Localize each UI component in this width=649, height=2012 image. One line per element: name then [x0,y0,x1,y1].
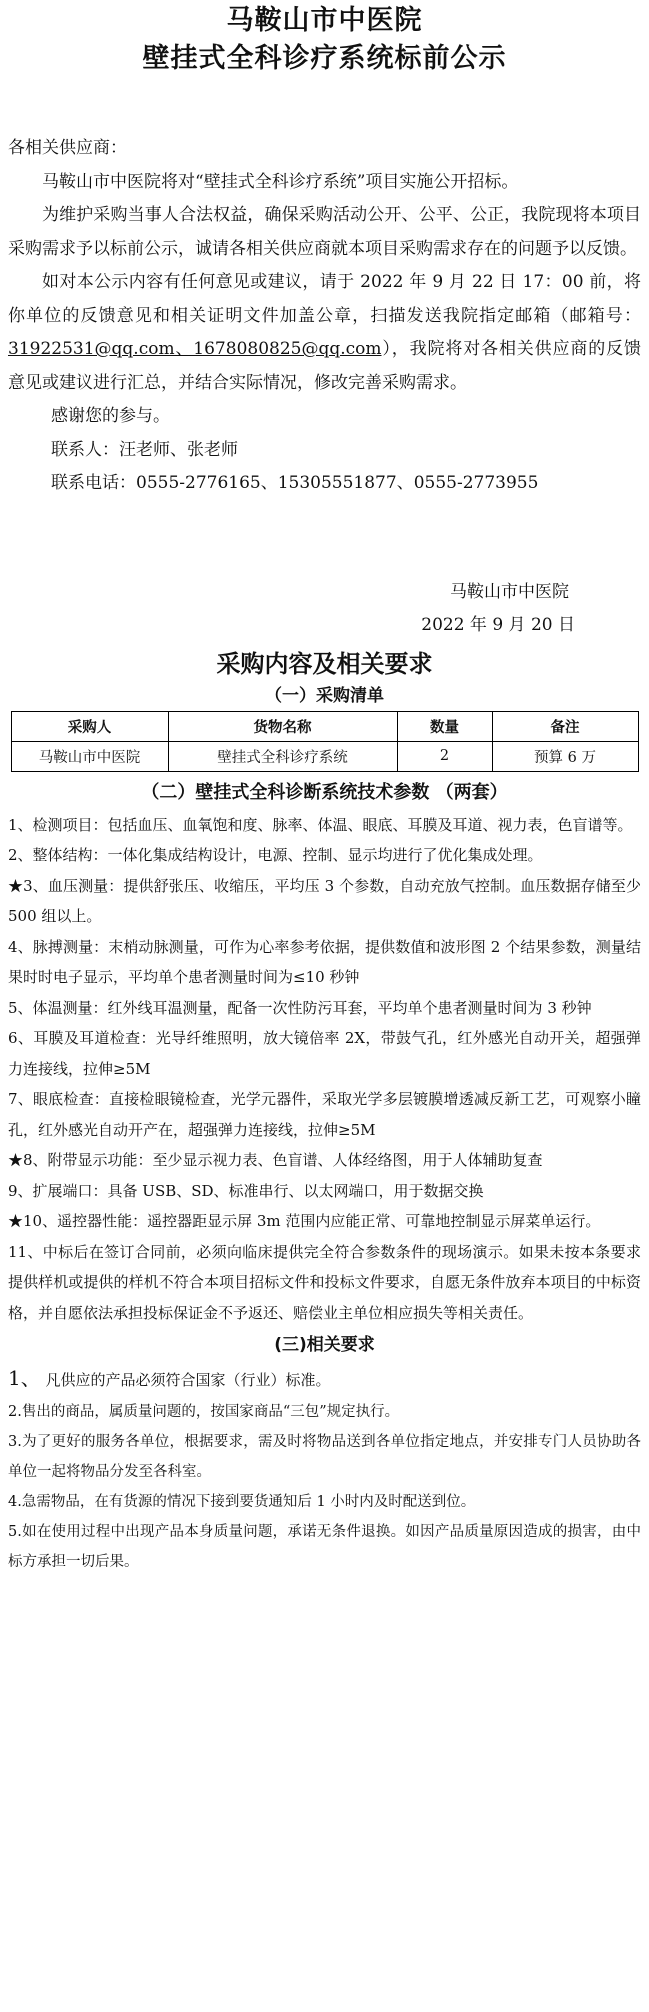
spec-title: （二）壁挂式全科诊断系统技术参数 （两套） [141,781,508,803]
table-cell-remark: 预算 6 万 [492,741,638,771]
email-link[interactable]: 31922531@qq.com、1678080825@qq.com [8,339,382,359]
spec-item: 9、扩展端口：具备 USB、SD、标准串行、以太网端口，用于数据交换 [8,1181,484,1200]
notice-paragraph-2: 为维护采购当事人合法权益，确保采购活动公开、公平、公正，我院现将本项目采购需求予以标前公示，诚请各相关供应商就本项目采购需求存在的问题予以反馈。 [8,205,641,259]
notice-paragraph-3-text: 如对本公示内容有任何意见或建议，请于 2022 年 9 月 22 日 17：00 前，将你单位的反馈意见和相关证明文件加盖公章，扫描发送我院指定邮箱（邮箱号： [8,272,641,326]
contact-person: 联系人：汪老师、张老师 [51,439,238,460]
table-header-buyer: 采购人 [11,711,168,741]
spec-item: 5、体温测量：红外线耳温测量，配备一次性防污耳套，平均单个患者测量时间为 3 秒钟 [8,998,592,1017]
signature-org: 马鞍山市中医院 [450,581,569,602]
notice-paragraph-3-tail: ），我院将对各相关供应商的反馈意见或建议进行汇总，并结合实际情况，修改完善采购需求。 [8,339,642,393]
spec-item: ★10、遥控器性能：遥控器距显示屏 3m 范围内应能正常、可靠地控制显示屏菜单运行。 [8,1212,601,1230]
requirement-item: 5.如在使用过程中出现产品本身质量问题，承诺无条件退换。如因产品质量原因造成的损害，由中标方承担一切后果。 [8,1524,641,1570]
procurement-section-title: 采购内容及相关要求 [216,649,433,678]
salutation: 各相关供应商： [8,138,127,158]
table-row [11,741,638,771]
table-cell-quantity: 2 [397,741,492,771]
hospital-title: 马鞍山市中医院 [226,5,423,36]
spec-item: 4、脉搏测量：末梢动脉测量，可作为心率参考依据，提供数值和波形图 2 个结果参数，测量结果时时电子显示，平均单个患者测量时间为≤10 秒钟 [8,937,641,986]
spec-item: 11、中标后在签订合同前，必须向临床提供完全符合参数条件的现场演示。如果未按本条要求提供样机或提供的样机不符合本项目招标文件和投标文件要求，自愿无条件放弃本项目的中标资格，并自愿依法承担投标保证金不予返还、赔偿业主单位相应损失等相关责任。 [8,1242,641,1322]
table-header-row [11,711,638,741]
spec-item: 7、眼底检查：直接检眼镜检查，光学元器件，采取光学多层镀膜增透减反新工艺，可观察小瞳孔，红外感光自动开产在，超强弹力连接线，拉伸≥5M [8,1090,641,1139]
spec-item: ★3、血压测量：提供舒张压、收缩压，平均压 3 个参数，自动充放气控制。血压数据存储至少 500 组以上。 [8,876,641,925]
requirements-title: (三)相关要求 [274,1335,375,1355]
spec-item: 6、耳膜及耳道检查：光导纤维照明，放大镜倍率 2X，带鼓气孔，红外感光自动开关，超强弹力连接线，拉伸≥5M [8,1029,641,1078]
spec-item: 1、检测项目：包括血压、血氧饱和度、脉率、体温、眼底、耳膜及耳道、视力表，色盲谱等。 [8,815,633,834]
signature-date: 2022 年 9 月 20 日 [421,615,575,635]
spacer [8,501,641,576]
requirement-item [8,1362,641,1397]
spec-item: 2、整体结构：一体化集成结构设计，电源、控制、显示均进行了优化集成处理。 [8,846,543,864]
notice-paragraph-3 [8,266,641,400]
contact-phone: 联系电话：0555-2776165、15305551877、0555-2773955 [51,473,539,493]
table-header-remark: 备注 [492,711,638,741]
requirement-item: 4.急需物品，在有货源的情况下接到要货通知后 1 小时内及时配送到位。 [8,1494,476,1510]
requirement-text: 凡供应的产品必须符合国家（行业）标准。 [40,1371,331,1389]
table-cell-buyer: 马鞍山市中医院 [11,741,168,771]
table-header-goods: 货物名称 [168,711,397,741]
requirement-item: 2.售出的商品，属质量问题的，按国家商品“三包”规定执行。 [8,1404,400,1420]
table-header-quantity: 数量 [397,711,492,741]
procurement-list-title: （一）采购清单 [265,685,384,706]
notice-paragraph-1: 马鞍山市中医院将对“壁挂式全科诊疗系统”项目实施公开招标。 [42,171,519,192]
requirement-number: 1、 [8,1366,41,1390]
table-cell-goods: 壁挂式全科诊疗系统 [168,741,397,771]
requirement-item: 3.为了更好的服务各单位，根据要求，需及时将物品送到各单位指定地点，并安排专门人员协助各单位一起将物品分发至各科室。 [8,1434,641,1480]
spec-item: ★8、附带显示功能：至少显示视力表、色盲谱、人体经络图，用于人体辅助复查 [8,1151,543,1169]
notice-title: 壁挂式全科诊疗系统标前公示 [142,43,507,74]
thanks-line: 感谢您的参与。 [51,406,170,426]
procurement-table [11,711,639,772]
